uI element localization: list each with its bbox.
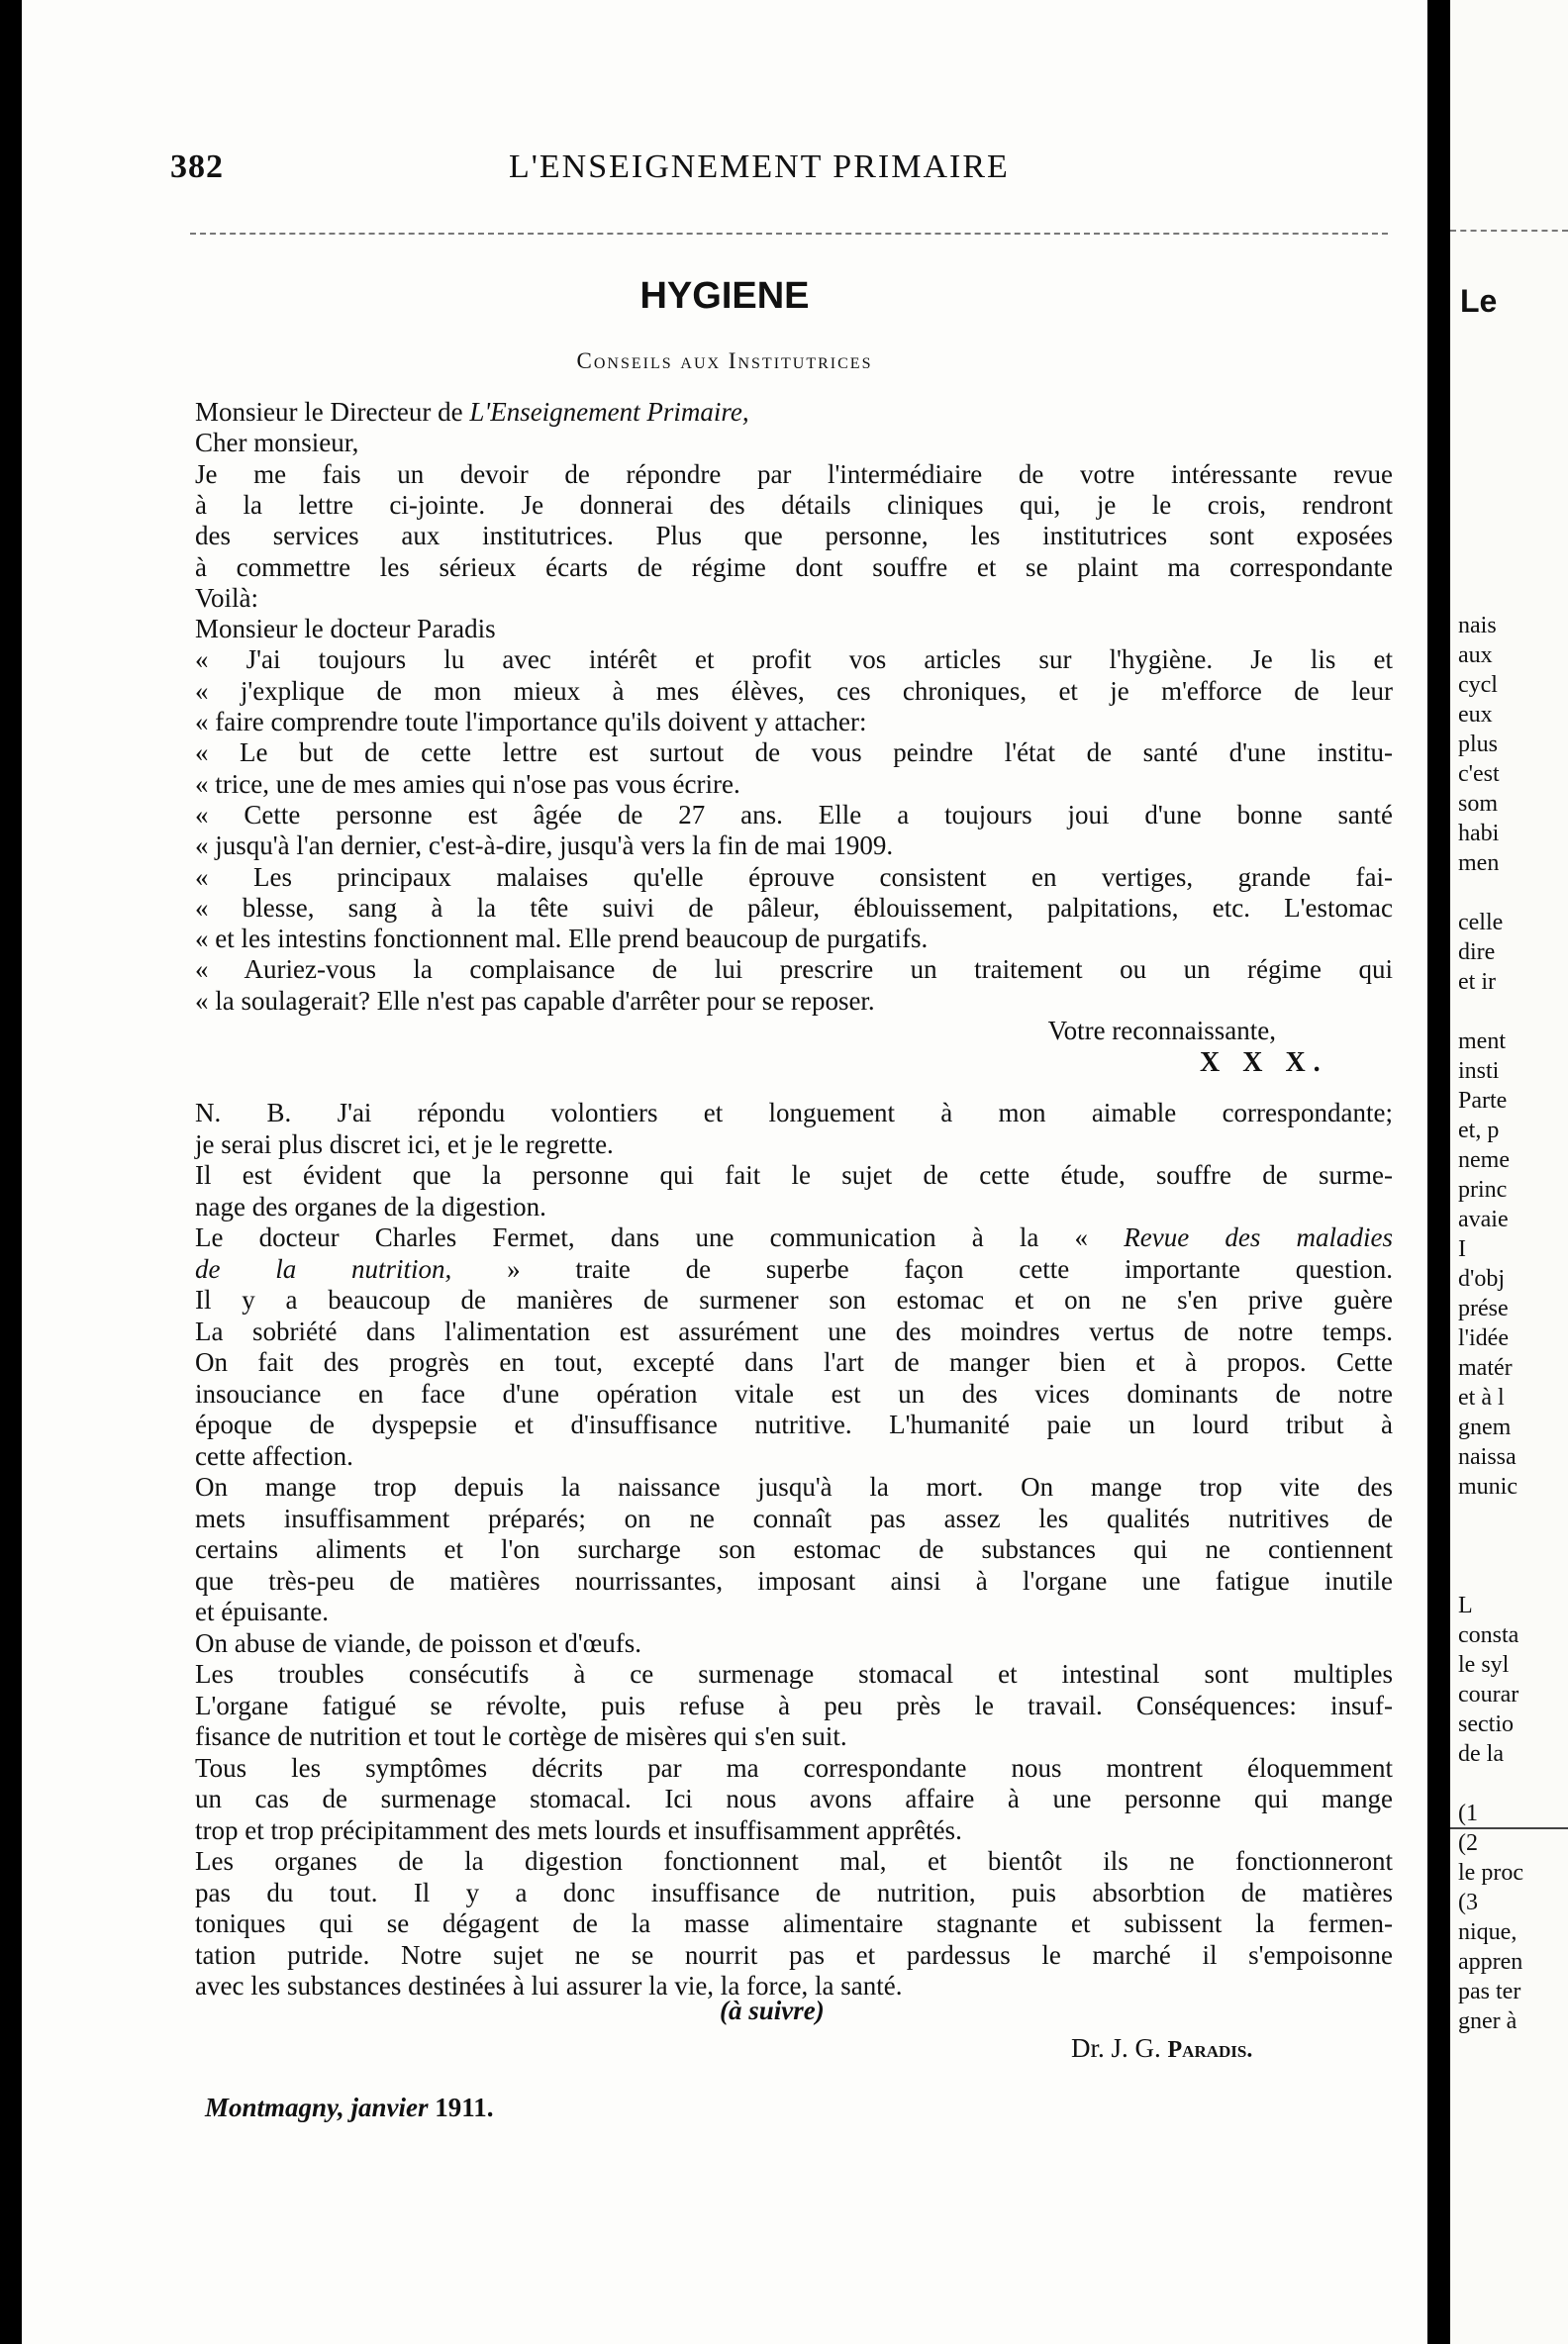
- text-line: à commettre les sérieux écarts de régime dont souffre et se plaint ma correspondante: [195, 551, 1393, 582]
- fragment-line: I: [1458, 1236, 1466, 1262]
- place-date: [205, 2093, 494, 2123]
- year: 1911.: [435, 2093, 494, 2122]
- text-line: nage des organes de la digestion.: [195, 1191, 546, 1221]
- text-line: tation putride. Notre sujet ne se nourrit pas et pardessus le marché il s'empoisonne: [195, 1939, 1393, 1970]
- text-line: L'organe fatigué se révolte, puis refuse à peu près le travail. Conséquences: insuf-: [195, 1690, 1393, 1720]
- text-line: un cas de surmenage stomacal. Ici nous avons affaire à une personne qui mange: [195, 1784, 1393, 1813]
- text-line: Tous les symptômes décrits par ma correspondante nous montrent éloquemment: [195, 1752, 1393, 1783]
- article-subtitle: Conseils aux Institutrices: [576, 348, 873, 373]
- text-line: On fait des progrès en tout, excepté dans l'art de manger bien et à propos. Cette: [195, 1347, 1393, 1377]
- author-signature: [1071, 2033, 1252, 2064]
- text-line: « blesse, sang à la tête suivi de pâleur, éblouissement, palpitations, etc. L'estomac: [195, 892, 1393, 923]
- section-title: HYGIENE: [639, 275, 810, 317]
- fragment-line: c'est: [1458, 761, 1500, 787]
- fragment-line: eux: [1458, 702, 1493, 728]
- fragment-line: d'obj: [1458, 1266, 1505, 1292]
- text-line: certains aliments et l'on surcharge son estomac de substances qui ne contiennent: [195, 1534, 1393, 1564]
- fragment-line: (1: [1458, 1801, 1478, 1826]
- text-line: avec les substances destinées à lui assurer la vie, la force, la santé.: [195, 1971, 903, 2001]
- fragment-line: gnem: [1458, 1415, 1512, 1440]
- text-line: Voilà:: [195, 582, 259, 613]
- place: Montmagny, janvier: [205, 2093, 429, 2122]
- text-line: « et les intestins fonctionnent mal. Elle prend beaucoup de purgatifs.: [195, 924, 929, 954]
- text-line: Monsieur le Directeur de L'Enseignement Primaire,: [195, 397, 749, 427]
- fragment-line: nique,: [1458, 1919, 1518, 1945]
- left-page: [22, 0, 1427, 2344]
- text-line: et épuisante.: [195, 1597, 329, 1626]
- text-line: à la lettre ci-jointe. Je donnerai des détails cliniques qui, je le crois, rendront: [195, 489, 1393, 520]
- fragment-line: celle: [1458, 910, 1504, 935]
- text-line: « J'ai toujours lu avec intérêt et profit vos articles sur l'hygiène. Je lis et: [195, 644, 1393, 675]
- fragment-line: (3: [1458, 1890, 1478, 1915]
- text-line: « Le but de cette lettre est surtout de vous peindre l'état de santé d'une institu-: [195, 737, 1393, 768]
- text-line: cette affection.: [195, 1440, 353, 1471]
- fragment-line: le syl: [1458, 1652, 1510, 1678]
- fragment-line: appren: [1458, 1949, 1523, 1975]
- fragment-line: courar: [1458, 1682, 1519, 1708]
- fragment-line: som: [1458, 791, 1499, 817]
- text-line: « jusqu'à l'an dernier, c'est-à-dire, jusqu'à vers la fin de mai 1909.: [195, 830, 894, 861]
- text-line: des services aux institutrices. Plus que personne, les institutrices sont exposées: [195, 521, 1393, 551]
- fragment-line: ment: [1458, 1028, 1506, 1054]
- fragment-line: et, p: [1458, 1118, 1500, 1143]
- fragment-line: sectio: [1458, 1711, 1514, 1737]
- fragment-line: et à l: [1458, 1385, 1505, 1411]
- fragment-line: consta: [1458, 1622, 1519, 1648]
- letter-signature: X X X.: [1200, 1047, 1328, 1078]
- text-line: « Les principaux malaises qu'elle éprouve consistent en vertiges, grande fai-: [195, 861, 1393, 892]
- text-line: Le docteur Charles Fermet, dans une communication à la « Revue des maladies: [195, 1222, 1393, 1252]
- page-number: 382: [170, 148, 224, 185]
- fragment-line: men: [1458, 850, 1500, 876]
- fragment-line: Parte: [1458, 1088, 1508, 1114]
- fragment-line: munic: [1458, 1474, 1518, 1500]
- text-line: insouciance en face d'une opération vitale est un des vices dominants de notre: [195, 1378, 1393, 1409]
- running-header: L'ENSEIGNEMENT PRIMAIRE: [509, 148, 1010, 185]
- text-line: trop et trop précipitamment des mets lourds et insuffisamment apprêtés.: [195, 1814, 962, 1845]
- right-heading: Le: [1460, 283, 1498, 319]
- text-line: « Auriez-vous la complaisance de lui prescrire un traitement ou un régime qui: [195, 954, 1393, 985]
- text-line: Il y a beaucoup de manières de surmener son estomac et on ne s'en prive guère: [195, 1285, 1393, 1315]
- fragment-line: aux: [1458, 642, 1493, 668]
- text-line: « la soulagerait? Elle n'est pas capable d'arrêter pour se reposer.: [195, 985, 875, 1016]
- fragment-line: nais: [1458, 613, 1497, 638]
- fragment-line: l'idée: [1458, 1325, 1509, 1351]
- author-name: Paradis.: [1167, 2037, 1253, 2063]
- fragment-line: et ir: [1458, 969, 1496, 995]
- text-line: La sobriété dans l'alimentation est assurément une des moindres vertus de notre temps.: [195, 1316, 1393, 1346]
- fragment-line: L: [1458, 1593, 1473, 1618]
- fragment-line: de la: [1458, 1741, 1504, 1767]
- text-line: « Cette personne est âgée de 27 ans. Elle a toujours joui d'une bonne santé: [195, 799, 1393, 830]
- letter-signoff: Votre reconnaissante,: [1047, 1016, 1276, 1045]
- text-line: Les organes de la digestion fonctionnent mal, et bientôt ils ne fonctionneront: [195, 1846, 1393, 1876]
- text-line: On mange trop depuis la naissance jusqu'à la mort. On mange trop vite des: [195, 1472, 1393, 1502]
- text-line: « j'explique de mon mieux à mes élèves, ces chroniques, et je m'efforce de leur: [195, 675, 1393, 706]
- text-line: « faire comprendre toute l'importance qu'ils doivent y attacher:: [195, 707, 867, 736]
- text-line: Monsieur le docteur Paradis: [195, 614, 496, 644]
- fragment-line: (2: [1458, 1830, 1478, 1856]
- text-line: époque de dyspepsie et d'insuffisance nutritive. L'humanité paie un lourd tribut à: [195, 1410, 1393, 1439]
- fragment-line: prése: [1458, 1296, 1509, 1321]
- fragment-line: neme: [1458, 1147, 1510, 1173]
- fragment-line: cycl: [1458, 672, 1498, 698]
- author-prefix: Dr. J. G.: [1071, 2033, 1168, 2063]
- fragment-line: gner à: [1458, 2008, 1518, 2034]
- text-line: toniques qui se dégagent de la masse alimentaire stagnante et subissent la fermen-: [195, 1908, 1393, 1938]
- text-line: fisance de nutrition et tout le cortège de misères qui s'en suit.: [195, 1721, 847, 1751]
- fragment-line: matér: [1458, 1355, 1513, 1381]
- fragment-line: pas ter: [1458, 1979, 1521, 2004]
- fragment-line: princ: [1458, 1177, 1508, 1203]
- fragment-line: dire: [1458, 939, 1496, 965]
- header-rule: [190, 233, 1388, 235]
- text-line: « trice, une de mes amies qui n'ose pas vous écrire.: [195, 768, 740, 799]
- to-be-continued: (à suivre): [720, 1996, 825, 2025]
- fragment-line: le proc: [1458, 1860, 1523, 1886]
- text-line: N. B. J'ai répondu volontiers et longuement à mon aimable correspondante;: [195, 1098, 1393, 1127]
- fragment-line: insti: [1458, 1058, 1500, 1084]
- text-line: Cher monsieur,: [195, 428, 359, 458]
- right-footnote-rule: [1450, 1827, 1568, 1829]
- text-line: Il est évident que la personne qui fait le sujet de cette étude, souffre de surme-: [195, 1160, 1393, 1190]
- text-line: On abuse de viande, de poisson et d'œufs.: [195, 1627, 642, 1658]
- right-header-rule: [1450, 230, 1568, 232]
- text-line: de la nutrition, » traite de superbe façon cette importante question.: [195, 1253, 1393, 1284]
- text-line: je serai plus discret ici, et je le regrette.: [195, 1128, 614, 1159]
- fragment-line: habi: [1458, 821, 1500, 846]
- text-line: Les troubles consécutifs à ce surmenage stomacal et intestinal sont multiples: [195, 1659, 1393, 1689]
- fragment-line: naissa: [1458, 1444, 1517, 1470]
- text-line: pas du tout. Il y a donc insuffisance de nutrition, puis absorbtion de matières: [195, 1877, 1393, 1907]
- text-line: Je me fais un devoir de répondre par l'intermédiaire de votre intéressante revue: [195, 458, 1393, 489]
- right-page-fragment: [1450, 0, 1568, 2344]
- fragment-line: avaie: [1458, 1207, 1509, 1232]
- fragment-line: plus: [1458, 732, 1499, 757]
- text-line: que très-peu de matières nourrissantes, imposant ainsi à l'organe une fatigue inutile: [195, 1565, 1393, 1596]
- text-line: mets insuffisamment préparés; on ne connaît pas assez les qualités nutritives de: [195, 1503, 1393, 1533]
